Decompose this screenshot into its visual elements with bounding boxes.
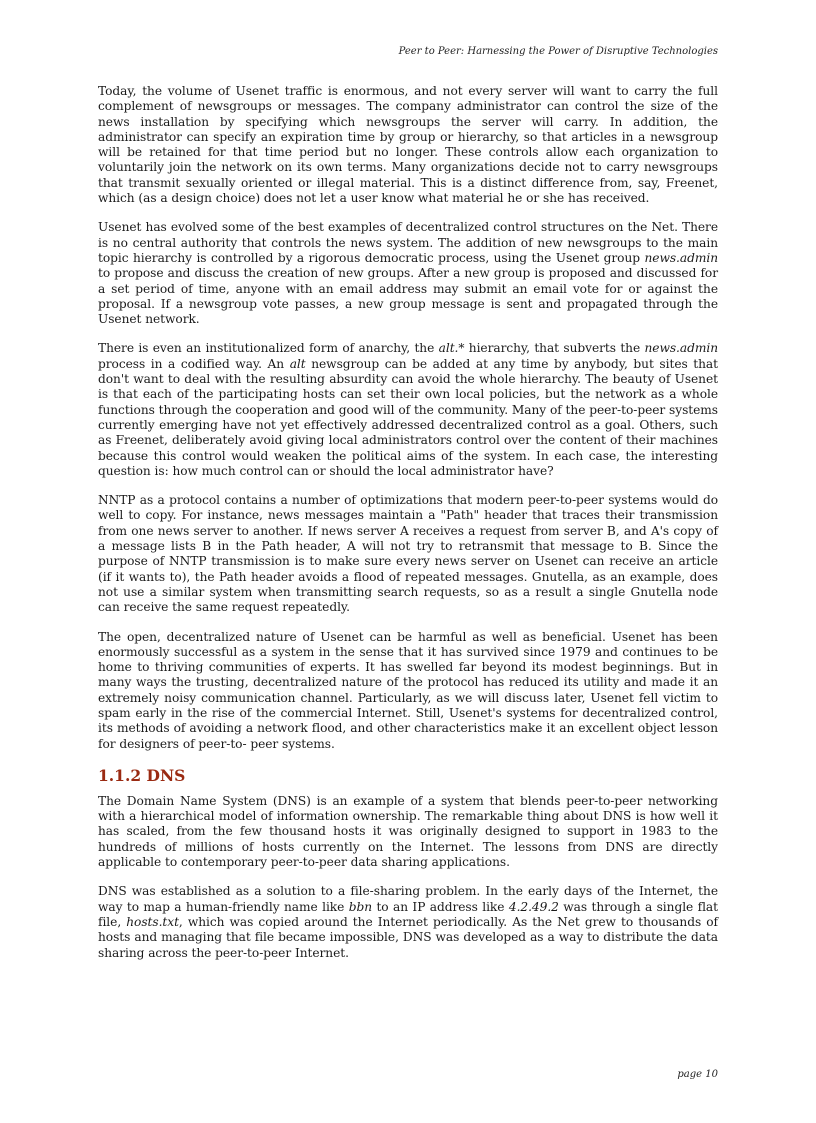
emphasis-news-admin: news.admin [644,341,718,356]
paragraph-nntp-protocol: NNTP as a protocol contains a number of optimizations that modern peer-to-peer systems would do well to copy. For instance, news messages maintain a "Path" header that traces their transmission from one news server to another. If news server A receives a request from server B, and A's copy of a message lists B in the Path header, A will not try to retransmit that message to B. Since the purpose of NNTP transmission is to make sure every news server on Usenet can receive an article (if it wants to), the Path header avoids a flood of repeated messages. Gnutella, as an example, does not use a similar system when transmitting search requests, so as a result a single Gnutella node can receive the same request repeatedly. [98,493,718,615]
paragraph-dns-intro: The Domain Name System (DNS) is an example of a system that blends peer-to-peer networking with a hierarchical model of information ownership. The remarkable thing about DNS is how well it has scaled, from the few thousand hosts it was originally designed to support in 1983 to the hundreds of millions of hosts currently on the Internet. The lessons from DNS are directly applicable to contemporary peer-to-peer data sharing applications. [98,793,718,870]
emphasis-alt: alt [289,356,306,371]
text-span: to an IP address like [372,899,509,914]
text-span: There is even an institutionalized form of anarchy, the [98,341,439,356]
paragraph-alt-hierarchy [98,341,718,479]
paragraph-usenet-decentralized-control [98,220,718,327]
emphasis-news-admin: news.admin [644,250,718,265]
section-heading-dns: 1.1.2 DNS [98,765,186,785]
emphasis-ip-address: 4.2.49.2 [508,899,559,914]
text-span: to propose and discuss the creation of new groups. After a new group is proposed and discussed for a set period of time, anyone with an email address may submit an email vote for or against the proposal. If a newsgroup vote passes, a new group message is sent and propagated through the Usenet network. [98,266,718,327]
paragraph-usenet-open-nature: The open, decentralized nature of Usenet can be harmful as well as beneficial. Usenet has been enormously successful as a system in the sense that it has survived since 1979 and continues to be home to thriving communities of experts. It has swelled far beyond its modest beginnings. But in many ways the trusting, decentralized nature of the protocol has reduced its utility and made it an extremely noisy communication channel. Particularly, as we will discuss later, Usenet fell victim to spam early in the rise of the commercial Internet. Still, Usenet's systems for decentralized control, its methods of avoiding a network flood, and other characteristics make it an excellent object lesson for designers of peer-to- peer systems. [98,629,718,751]
text-span: was through a single flat file, [98,899,719,929]
text-span: newsgroup can be added at any time by anybody, but sites that don't want to deal with the resulting absurdity can avoid the whole hierarchy. The beauty of Usenet is that each of the participating hosts can set their own local policies, but the network as a whole functions through the cooperation and good will of the community. Many of the peer-to-peer systems currently emerging have not yet effectively addressed decentralized control as a goal. Others, such as Freenet, deliberately avoid giving local administrators control over the content of their machines because this control would weaken the political aims of the system. In each case, the interesting question is: how much control can or should the local administrator have? [98,356,718,478]
page-number: page 10 [677,1069,718,1080]
text-span: process in a codified way. An [98,356,290,371]
text-span: , which was copied around the Internet periodically. As the Net grew to thousands of hosts and managing that file became impossible, DNS was developed as a way to distribute the data sharing across the peer-to-peer Internet. [98,914,718,960]
running-header: Peer to Peer: Harnessing the Power of Disruptive Technologies [398,46,718,57]
text-span: DNS was established as a solution to a file-sharing problem. In the early days of the Internet, the way to map a human-friendly name like [98,884,718,914]
paragraph-usenet-volume: Today, the volume of Usenet traffic is enormous, and not every server will want to carry the full complement of newsgroups or messages. The company administrator can control the size of the news installation by specifying which newsgroups the server will carry. In addition, the administrator can specify an expiration time by group or hierarchy, so that articles in a newsgroup will be retained for that time period but no longer. These controls allow each organization to voluntarily join the network on its own terms. Many organizations decide not to carry newsgroups that transmit sexually oriented or illegal material. This is a distinct difference from, say, Freenet, which (as a design choice) does not let a user know what material he or she has received. [98,84,718,206]
emphasis-hosts-txt: hosts.txt [126,914,179,929]
emphasis-bbn: bbn [348,899,373,914]
page-body [98,84,718,975]
emphasis-alt-star: alt.* [438,341,465,356]
paragraph-dns-history [98,884,718,960]
text-span: Usenet has evolved some of the best examples of decentralized control structures on the Net. There is no central authority that controls the news system. The addition of new newsgroups to the main topic hierarchy is controlled by a rigorous democratic process, using the Usenet group [98,220,718,265]
text-span: hierarchy, that subverts the [464,341,645,356]
